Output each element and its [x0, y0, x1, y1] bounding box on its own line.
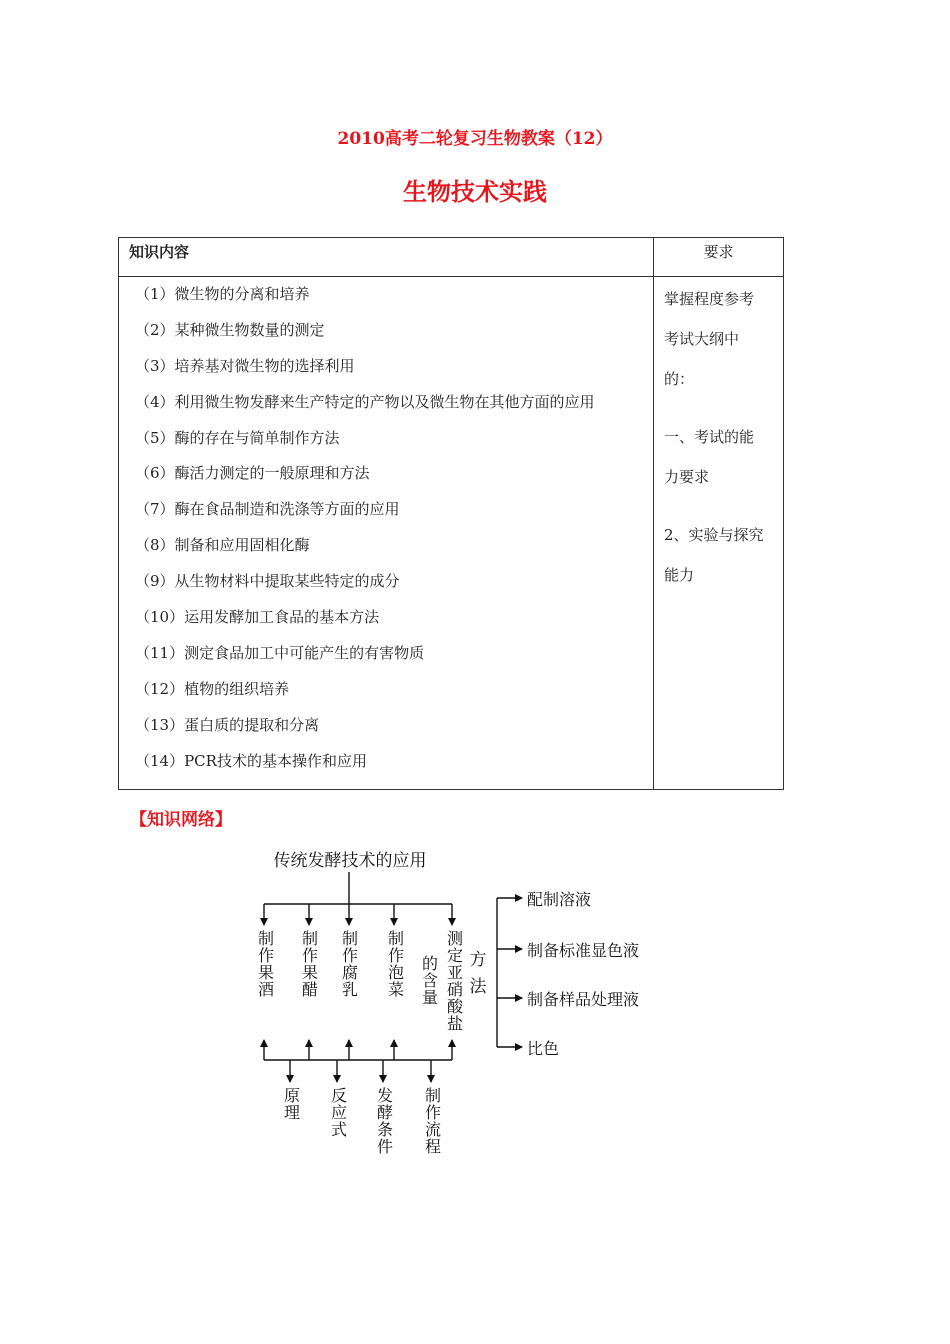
list-item: （8）制备和应用固相化酶: [135, 536, 310, 555]
diagram-method-item: 制备标准显色液: [527, 941, 640, 960]
diagram-branch-label: 的含量: [421, 954, 439, 1007]
diagram-method-label: 法: [469, 977, 487, 997]
diagram-bottom-item: 发酵条件: [376, 1086, 394, 1156]
diagram-method-label: 方: [469, 950, 487, 970]
diagram-method-item: 比色: [527, 1039, 560, 1058]
diagram-method-item: 配制溶液: [527, 890, 592, 909]
requirement-line: 能力: [664, 566, 695, 584]
section-heading: 【知识网络】: [130, 810, 232, 830]
list-item: （5）酶的存在与简单制作方法: [135, 428, 340, 447]
document-subtitle: 生物技术实践: [403, 177, 547, 206]
header-requirement: 要求: [654, 238, 784, 277]
list-item: （2）某种微生物数量的测定: [135, 320, 325, 339]
diagram-branch-label: 制作果醋: [301, 929, 319, 999]
requirement-line: 的：: [664, 370, 695, 388]
diagram-bottom-item: 原理: [283, 1086, 301, 1122]
requirement-line: 考试大纲中: [664, 330, 740, 348]
list-item: （9）从生物材料中提取某些特定的成分: [135, 572, 400, 591]
list-item: （13）蛋白质的提取和分离: [135, 715, 320, 734]
diagram-bottom-item: 制作流程: [424, 1086, 442, 1156]
diagram-root-label: 传统发酵技术的应用: [273, 851, 427, 871]
list-item: （11）测定食品加工中可能产生的有害物质: [135, 643, 425, 662]
list-item: （6）酶活力测定的一般原理和方法: [135, 464, 370, 483]
document-title: 2010高考二轮复习生物教案（12）: [337, 129, 613, 149]
list-item: （7）酶在食品制造和洗涤等方面的应用: [135, 500, 400, 519]
list-item: （4）利用微生物发酵来生产特定的产物以及微生物在其他方面的应用: [135, 392, 595, 411]
requirement-line: 掌握程度参考: [664, 290, 755, 308]
diagram-branch-label: 制作果酒: [257, 929, 275, 999]
diagram-branch-label: 制作腐乳: [341, 929, 359, 999]
list-item: （1）微生物的分离和培养: [135, 285, 310, 303]
list-item: （12）植物的组织培养: [135, 679, 290, 698]
diagram-bottom-item: 反应式: [330, 1086, 348, 1139]
header-content: 知识内容: [119, 238, 654, 277]
requirement-line: 2、实验与探究: [664, 526, 764, 544]
list-item: （3）培养基对微生物的选择利用: [135, 356, 355, 375]
list-item: （10）运用发酵加工食品的基本方法: [135, 608, 380, 627]
requirement-line: 一、考试的能: [664, 428, 755, 446]
list-item: （14）PCR技术的基本操作和应用: [135, 751, 367, 770]
diagram-method-item: 制备样品处理液: [527, 990, 640, 1009]
requirement-line: 力要求: [664, 468, 710, 486]
diagram-branch-label: 制作泡菜: [387, 929, 405, 999]
diagram-branch-label: 测定亚硝酸盐: [446, 929, 464, 1033]
